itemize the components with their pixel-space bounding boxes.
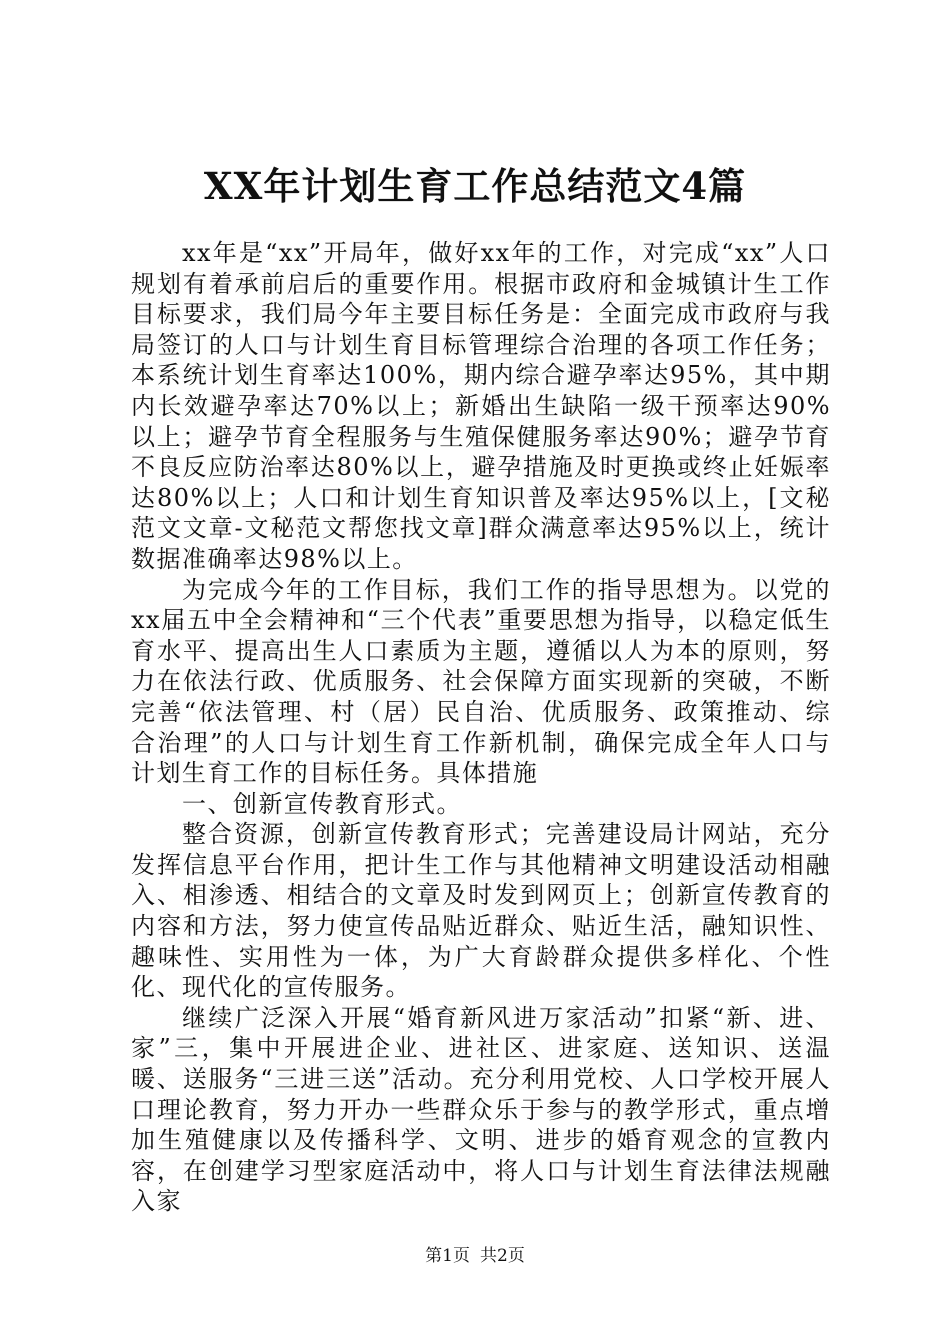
body-paragraph: 整合资源，创新宣传教育形式；完善建设局计网站，充分发挥信息平台作用，把计生工作与其他精神文明建设活动相融入、相渗透、相结合的文章及时发到网页上；创新宣传教育的内容和方法，努力使宣传品贴近群众、贴近生活，融知识性、趣味性、实用性为一体，为广大育龄群众提供多样化、个性化、现代化的宣传服务。 xyxy=(131,820,831,1002)
body-paragraph: xx年是“xx”开局年，做好xx年的工作，对完成“xx”人口规划有着承前启后的重要作用。根据市政府和金城镇计生工作目标要求，我们局今年主要目标任务是：全面完成市政府与我局签订的人口与计划生育目标管理综合治理的各项工作任务；本系统计划生育率达100%，期内综合避孕率达95%，其中期内长效避孕率达70%以上；新婚出生缺陷一级干预率达90%以上；避孕节育全程服务与生殖保健服务率达90%；避孕节育不良反应防治率达80%以上，避孕措施及时更换或终止妊娠率达80%以上；人口和计划生育知识普及率达95%以上，[文秘范文文章-文秘范文帮您找文章]群众满意率达95%以上，统计数据准确率达98%以上。 xyxy=(131,239,831,573)
page-footer xyxy=(0,1244,950,1268)
page-total: 共2页 xyxy=(480,1246,525,1266)
document-title: XX年计划生育工作总结范文4篇 xyxy=(203,164,747,208)
document-body xyxy=(131,238,831,1217)
body-paragraph: 为完成今年的工作目标，我们工作的指导思想为。以党的xx届五中全会精神和“三个代表”重要思想为指导，以稳定低生育水平、提高出生人口素质为主题，遵循以人为本的原则，努力在依法行政、优质服务、社会保障方面实现新的突破，不断完善“依法管理、村（居）民自治、优质服务、政策推动、综合治理”的人口与计划生育工作新机制，确保完成全年人口与计划生育工作的目标任务。具体措施 xyxy=(131,575,831,788)
page-number: 第1页 xyxy=(425,1246,470,1266)
section-heading: 一、创新宣传教育形式。 xyxy=(182,789,462,818)
body-paragraph: 继续广泛深入开展“婚育新风进万家活动”扣紧“新、进、家”三，集中开展进企业、进社区、进家庭、送知识、送温暖、送服务“三进三送”活动。充分利用党校、人口学校开展人口理论教育，努力开办一些群众乐于参与的教学形式，重点增加生殖健康以及传播科学、文明、进步的婚育观念的宣教内容，在创建学习型家庭活动中，将人口与计划生育法律法规融入家 xyxy=(131,1003,831,1216)
